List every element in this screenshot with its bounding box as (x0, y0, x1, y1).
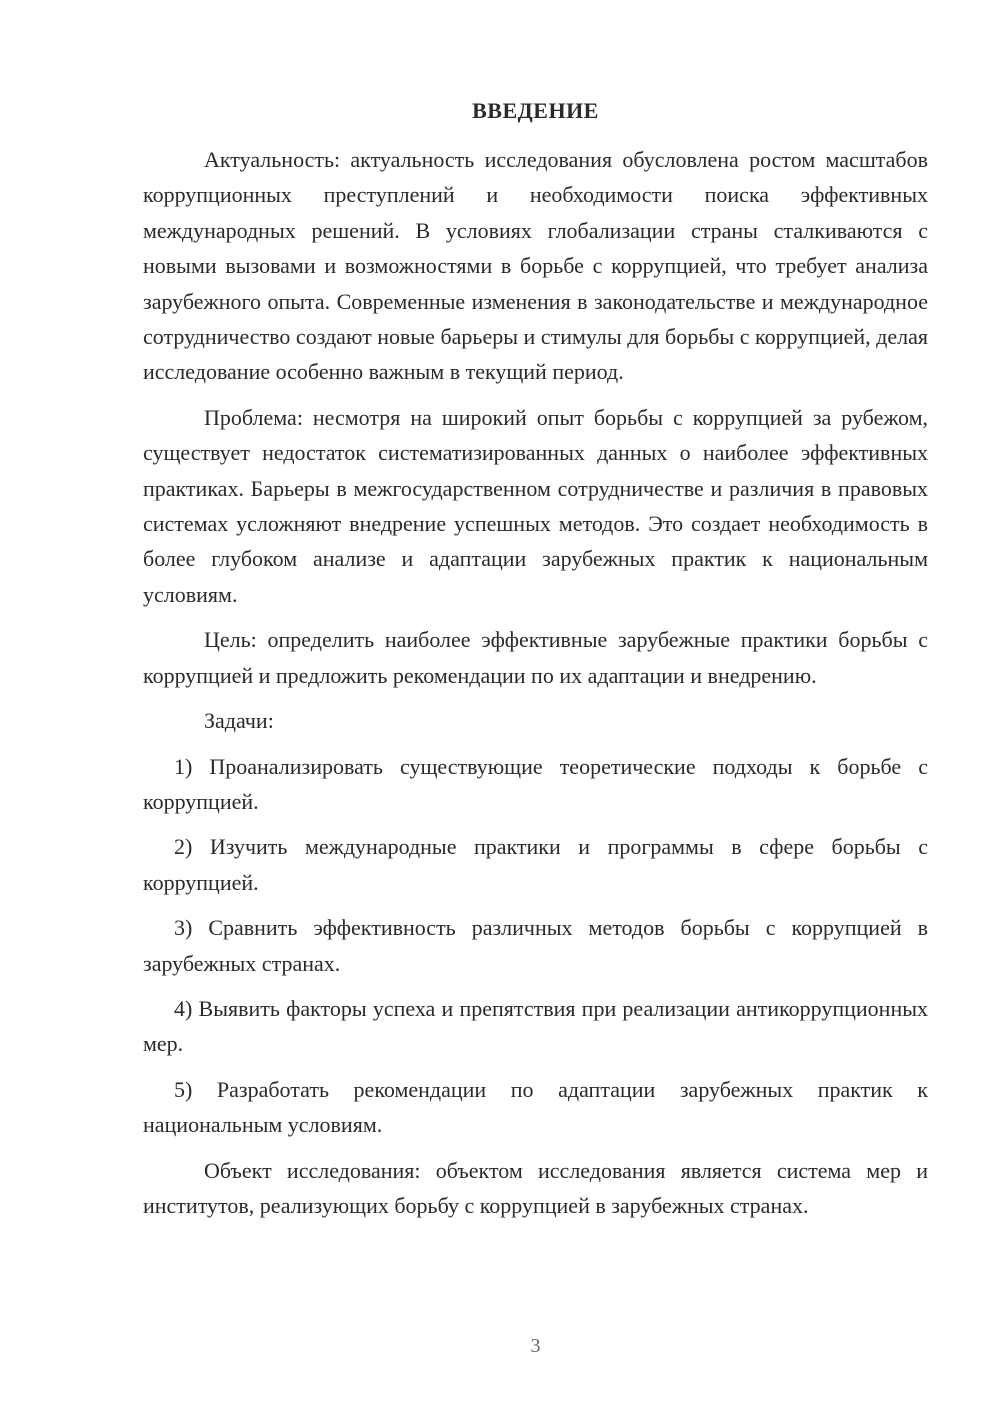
tasks-heading: Задачи: (204, 708, 274, 734)
task-item-3: 3) Сравнить эффективность различных методов борьбы с коррупцией в зарубежных странах. (143, 915, 928, 976)
paragraph-goal: Цель: определить наиболее эффективные зарубежные практики борьбы с коррупцией и предложить рекомендации по их адаптации и внедрению. (143, 627, 928, 688)
paragraph-problem: Проблема: несмотря на широкий опыт борьбы с коррупцией за рубежом, существует недостаток систематизированных данных о наиболее эффективных практиках. Барьеры в межгосударственном сотрудничестве и различия в правовых системах усложняют внедрение успешных методов. Это создает необходимость в более глубоком анализе и адаптации зарубежных практик к национальным условиям. (143, 404, 928, 607)
page-title: ВВЕДЕНИЕ (472, 98, 599, 123)
task-item-2: 2) Изучить международные практики и программы в сфере борьбы с коррупцией. (143, 834, 928, 895)
task-item-5: 5) Разработать рекомендации по адаптации зарубежных практик к национальным условиям. (143, 1076, 928, 1138)
paragraph-relevance: Актуальность: актуальность исследования обусловлена ростом масштабов коррупционных преступлений и необходимости поиска эффективных международных решений. В условиях глобализации страны сталкиваются с новыми вызовами и возможностями в борьбе с коррупцией, что требует анализа зарубежного опыта. Современные изменения в законодательстве и международное сотрудничество создают новые барьеры и стимулы для борьбы с коррупцией, делая исследование особенно важным в текущий период. (143, 147, 928, 385)
paragraph-object: Объект исследования: объектом исследования является система мер и институтов, реализующих борьбу с коррупцией в зарубежных странах. (143, 1157, 928, 1218)
document-body (143, 142, 928, 1233)
task-item-1: 1) Проанализировать существующие теоретические подходы к борьбе с коррупцией. (143, 753, 928, 814)
task-item-4: 4) Выявить факторы успеха и препятствия при реализации антикоррупционных мер. (143, 995, 928, 1057)
page-number: 3 (530, 1335, 541, 1357)
document-page (143, 0, 928, 1414)
